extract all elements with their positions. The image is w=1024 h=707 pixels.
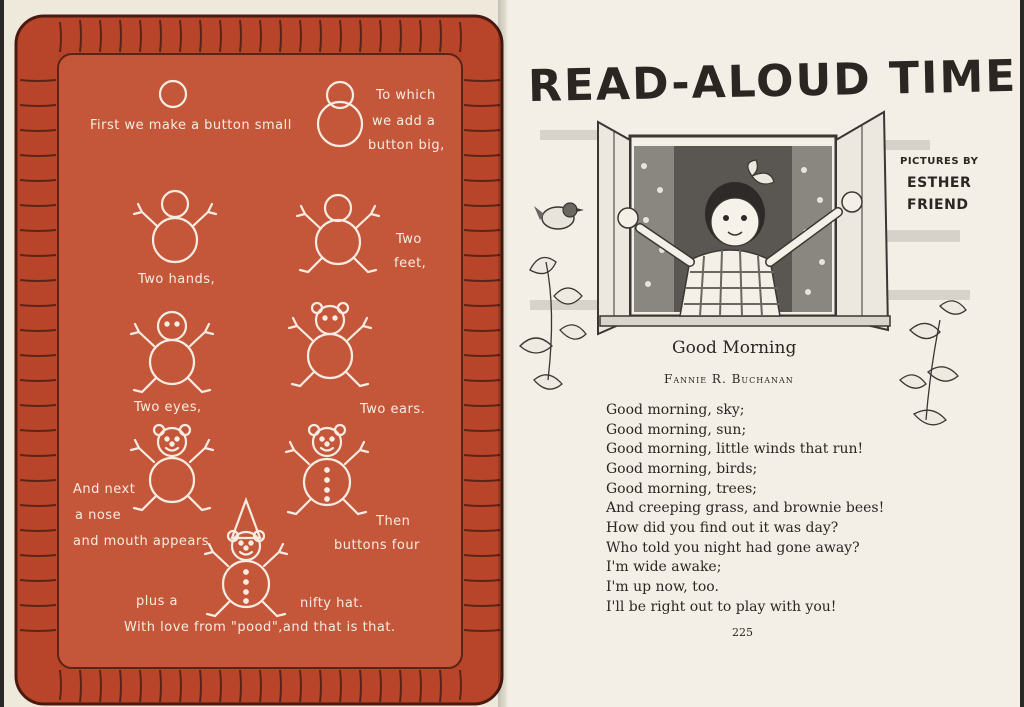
page-number: 225 (732, 626, 753, 639)
bird-drawing (534, 203, 584, 229)
page-title: READ-ALOUD TIME (527, 50, 1018, 113)
poem-line: I'm up now, too. (606, 579, 719, 595)
illustrator-label: PICTURES BY (900, 156, 979, 167)
poem-line: I'll be right out to play with you! (606, 599, 837, 615)
chalk-text-first: First we make a button small (90, 118, 292, 133)
chalk-text-two-hands: Two hands, (138, 272, 216, 287)
chalk-text-feet: feet, (394, 256, 427, 271)
illustrator-name-line1: ESTHER (907, 175, 972, 191)
chalk-text-we-add: we add a (372, 114, 436, 129)
chalk-text-a-nose: a nose (75, 508, 122, 523)
flower-vine-left (520, 258, 586, 390)
poem-line: Good morning, sun; (606, 422, 747, 438)
chalk-text-to-which: To which (376, 88, 436, 103)
poem-line: Good morning, birds; (606, 461, 758, 477)
chalk-text-buttons-four: buttons four (334, 538, 420, 553)
chalk-text-button-big: button big, (368, 138, 445, 153)
chalk-text-two-eyes: Two eyes, (134, 400, 202, 415)
chalk-text-nifty-hat: nifty hat. (300, 596, 364, 611)
chalk-text-plus-a: plus a (136, 594, 178, 609)
chalk-text-mouth-appears: and mouth appears (73, 534, 209, 549)
poem-line: Good morning, sky; (606, 402, 745, 418)
poem-author: Fannie R. Buchanan (664, 372, 794, 386)
poem-line: How did you find out it was day? (606, 520, 839, 536)
chalk-text-and-next: And next (73, 482, 136, 497)
poem-title: Good Morning (672, 338, 797, 358)
flower-vine-right (900, 301, 966, 425)
chalk-text-with-love: With love from "pood",and that is that. (124, 620, 396, 635)
illustrator-name-line2: FRIEND (907, 197, 969, 213)
poem-line: I'm wide awake; (606, 559, 722, 575)
chalk-text-two: Two (396, 232, 422, 247)
poem-line: Good morning, trees; (606, 481, 758, 497)
poem-line: Good morning, little winds that run! (606, 441, 864, 457)
poem-line: Who told you night had gone away? (606, 540, 860, 556)
poem-line: And creeping grass, and brownie bees! (606, 500, 885, 516)
chalk-text-then: Then (376, 514, 411, 529)
chalk-text-two-ears: Two ears. (360, 402, 426, 417)
